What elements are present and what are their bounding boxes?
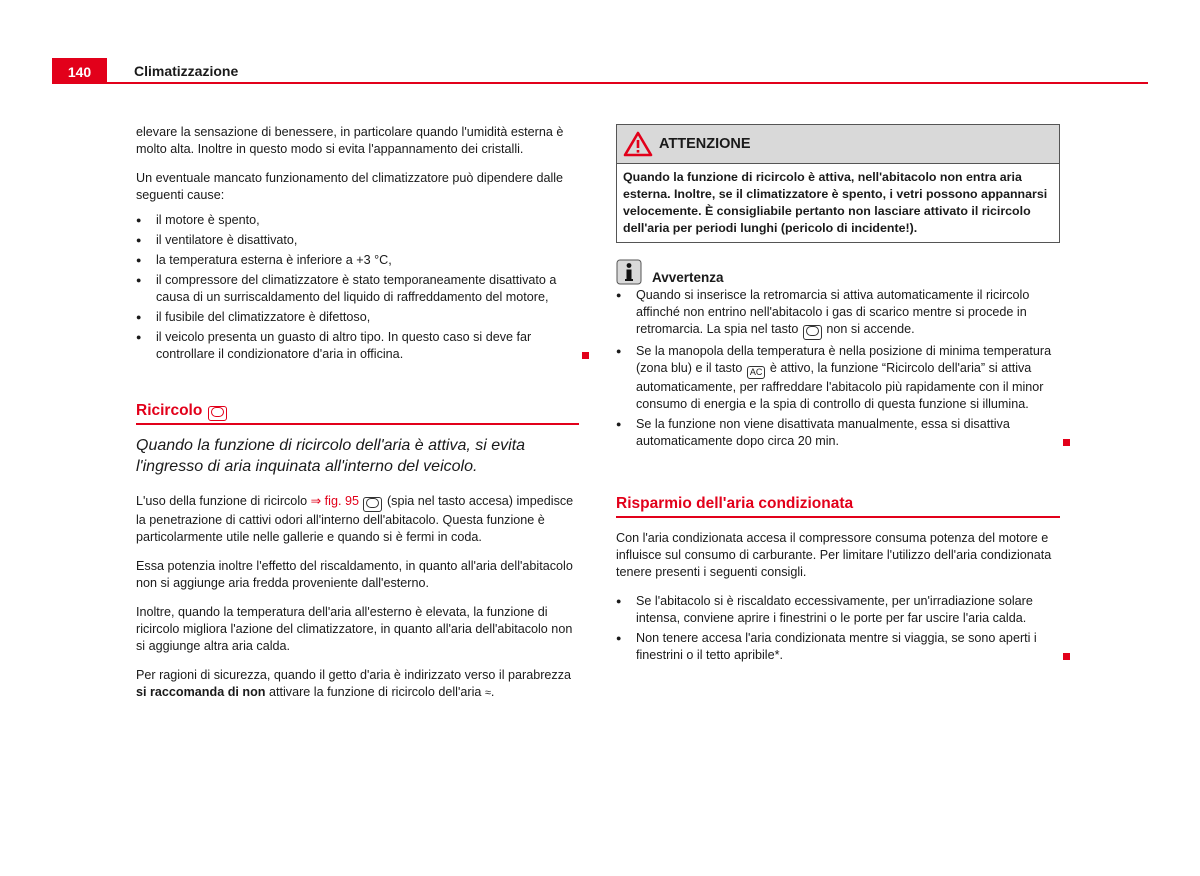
recirculation-icon bbox=[363, 497, 382, 512]
list-item: ● Se l'abitacolo si è riscaldato eccessivamente, per un'irradiazione solare intensa, conviene aprire i finestrini o le porte per far uscire l'aria calda. bbox=[616, 593, 1060, 627]
list-item: ● il ventilatore è disattivato, bbox=[136, 232, 579, 249]
warning-text: Quando la funzione di ricircolo è attiva, nell'abitacolo non entra aria esterna. Inoltre, se il climatizzatore è spento, i vetri possono appannarsi velocemente. È consigliabile pertanto non lasciare attivato il ricircolo dell'aria per periodi lunghi (pericolo di incidente!). bbox=[623, 170, 1048, 235]
heading-text: Ricircolo bbox=[136, 402, 203, 419]
list-item bbox=[616, 416, 1060, 450]
list-item bbox=[616, 287, 1060, 340]
list-item bbox=[616, 630, 1060, 664]
defrost-icon: ≈ bbox=[484, 687, 491, 699]
section-lead: Quando la funzione di ricircolo dell'aria è attiva, si evita l'ingresso di aria inquinata all'interno del veicolo. bbox=[136, 437, 526, 475]
warning-header bbox=[617, 125, 1059, 164]
section-end-marker bbox=[582, 352, 589, 359]
list-item bbox=[616, 343, 1060, 413]
list-item: ● il fusibile del climatizzatore è difettoso, bbox=[136, 309, 579, 326]
list-item-text: il veicolo presenta un guasto di altro tipo. In questo caso si deve far controllare il condizionatore d'aria in officina. bbox=[156, 330, 532, 361]
note-title: Avvertenza bbox=[652, 270, 724, 285]
causes-list bbox=[136, 212, 579, 363]
text: è attivo, la funzione “Ricircolo dell'aria” si attiva automaticamente, per raffreddare l'abitacolo più rapidamente con il minor consumo di energia e la spia di controllo di questa funzione si illumina. bbox=[636, 361, 1044, 411]
text: Non tenere accesa l'aria condizionata mentre si viaggia, se sono aperti i finestrini o il tetto apribile*. bbox=[636, 631, 1037, 662]
text: L'uso della funzione di ricircolo bbox=[136, 494, 311, 508]
page-header bbox=[52, 58, 1148, 84]
paragraph: Con l'aria condizionata accesa il compressore consuma potenza del motore e influisce sul consumo di carburante. Per limitare l'utilizzo dell'aria condizionata tenere presenti i seguenti consigli. bbox=[616, 531, 1052, 579]
chapter-title: Climatizzazione bbox=[134, 63, 239, 79]
paragraph: Un eventuale mancato funzionamento del climatizzatore può dipendere dalle seguenti cause: bbox=[136, 171, 564, 202]
text: Se la funzione non viene disattivata manualmente, essa si disattiva automaticamente dopo circa 20 min. bbox=[636, 417, 1010, 448]
note-header bbox=[616, 259, 1060, 285]
page-number: 140 bbox=[52, 58, 107, 84]
text: Se la manopola della temperatura è nella posizione di minima temperatura (zona blu) e il tasto bbox=[636, 344, 1052, 375]
info-icon bbox=[616, 259, 642, 285]
paragraph: elevare la sensazione di benessere, in particolare quando l'umidità esterna è molto alta. Inoltre in questo modo si evita l'appannamento dei cristalli. bbox=[136, 125, 564, 156]
section-heading-risparmio: Risparmio dell'aria condizionata bbox=[616, 493, 1060, 518]
paragraph bbox=[136, 493, 579, 546]
text: non si accende. bbox=[822, 322, 915, 336]
warning-box bbox=[616, 124, 1060, 243]
list-item bbox=[136, 329, 579, 363]
section-end-marker bbox=[1063, 439, 1070, 446]
text: (spia nel tasto accesa) impedisce la penetrazione di cattivi odori all'interno dell'abitacolo. Questa funzione è particolarmente utile nelle gallerie e quando si è fermi in coda. bbox=[136, 494, 574, 544]
paragraph: Inoltre, quando la temperatura dell'aria all'esterno è elevata, la funzione di ricircolo migliora l'azione del climatizzatore, in quanto all'aria dell'abitacolo non si aggiunge altra aria calda. bbox=[136, 605, 573, 653]
section-end-marker bbox=[1063, 653, 1070, 660]
list-item: ● il motore è spento, bbox=[136, 212, 579, 229]
right-column bbox=[616, 124, 1060, 667]
emphasis: si raccomanda di non bbox=[136, 685, 266, 699]
recirculation-icon bbox=[803, 325, 822, 340]
recirculation-icon bbox=[208, 406, 227, 421]
tips-list bbox=[616, 593, 1060, 664]
left-column bbox=[136, 124, 579, 714]
list-item: ● la temperatura esterna è inferiore a +3 °C, bbox=[136, 252, 579, 269]
warning-triangle-icon bbox=[623, 131, 653, 157]
text: attivare la funzione di ricircolo dell'aria bbox=[265, 685, 485, 699]
text: Quando si inserisce la retromarcia si attiva automaticamente il ricircolo affinché non entrino nell'abitacolo i gas di scarico mentre si procede in retromarcia. La spia nel tasto bbox=[636, 288, 1030, 336]
figure-link[interactable]: ⇒ fig. 95 bbox=[310, 494, 359, 508]
paragraph: Essa potenzia inoltre l'effetto del riscaldamento, in quanto all'aria dell'abitacolo non si aggiunge aria fredda proveniente dall'esterno. bbox=[136, 559, 573, 590]
paragraph: Per ragioni di sicurezza, quando il getto d'aria è indirizzato verso il parabrezza si raccomanda di non attivare la funzione di ricircolo dell'aria ≈. bbox=[136, 668, 572, 699]
ac-button-icon: AC bbox=[747, 366, 766, 379]
warning-title: ATTENZIONE bbox=[659, 136, 751, 152]
text: Per ragioni di sicurezza, quando il getto d'aria è indirizzato verso il parabrezza bbox=[136, 668, 572, 682]
note-list bbox=[616, 287, 1060, 450]
list-item: ● il compressore del climatizzatore è stato temporaneamente disattivato a causa di un surriscaldamento del liquido di raffreddamento del motore, bbox=[136, 272, 579, 306]
header-rule bbox=[52, 82, 1148, 84]
section-heading-ricircolo bbox=[136, 400, 579, 425]
